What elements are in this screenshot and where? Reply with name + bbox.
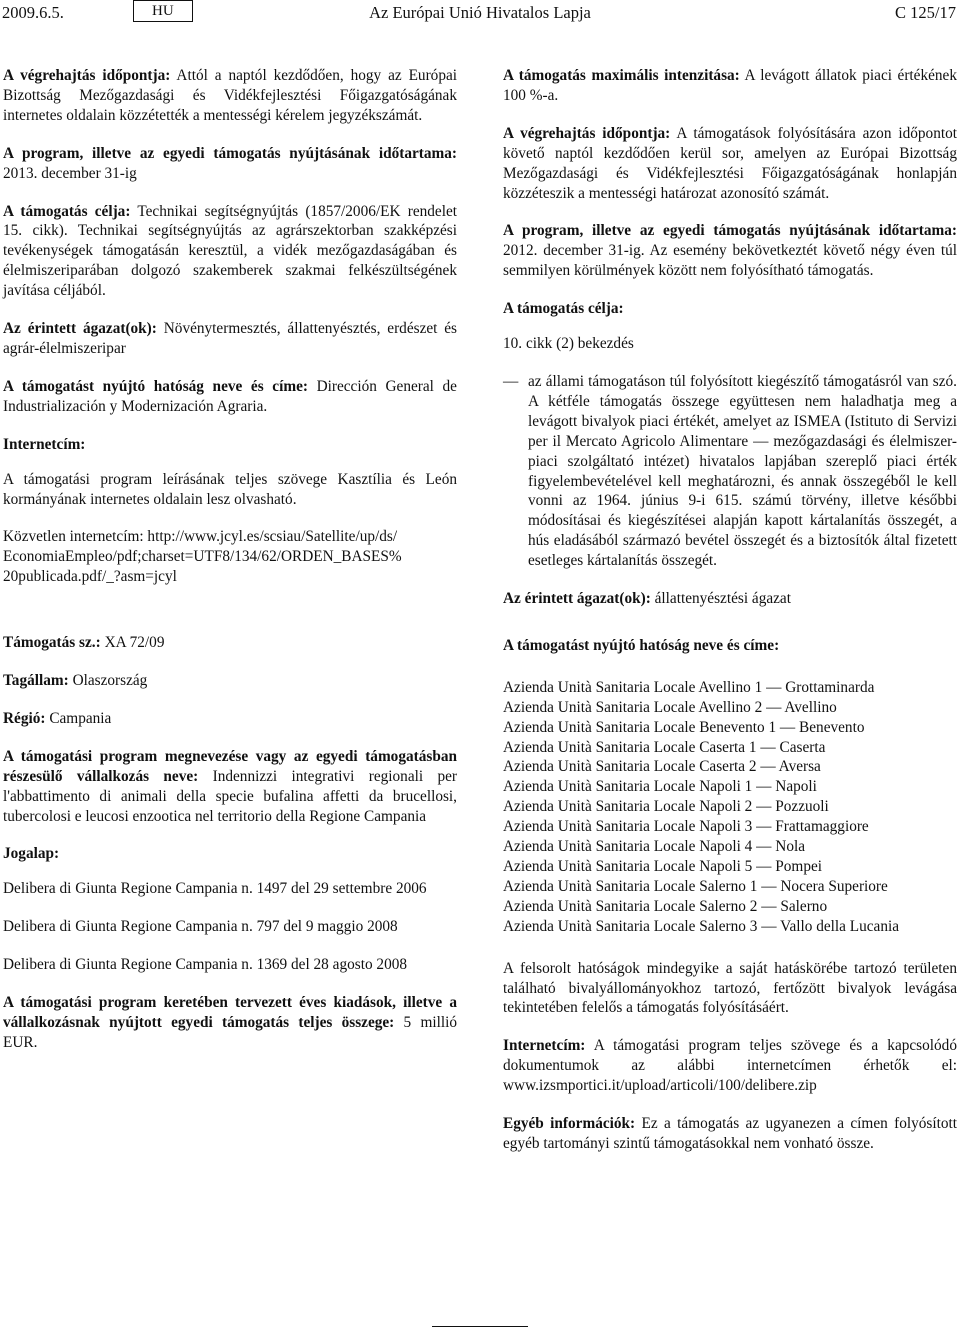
- member-state: Olaszország: [72, 672, 148, 690]
- intensity-text: A levágott állatok piaci értékének 100 %-a.: [503, 67, 957, 104]
- language-badge: HU: [133, 0, 193, 22]
- aim-label-right: A támogatás célja:: [503, 300, 624, 318]
- direct-url-section: [3, 527, 457, 587]
- authority-item: Azienda Unità Sanitaria Locale Salerno 2 — Salerno: [503, 897, 828, 915]
- web-section-right: [503, 1036, 957, 1096]
- duration-label: A program, illetve az egyedi támogatás nyújtásának időtartama:: [3, 144, 457, 162]
- footer-rule: [432, 1326, 528, 1327]
- right-column: [503, 66, 957, 1172]
- aim-item-text: az állami támogatáson túl folyósított kiegészítő támogatásról van szó. A kétféle támogatás összege együttesen nem haladhatja meg a levágott bivalyok piaci értékét, amelyet az ISMEA (Istituto di Servizi per il Mercato Agricolo Alimentare — mezőgazdasági és élelmiszer-piaci szolgáltató intézet) hivatalos lapjában szereplő piaci érték figyelembevételével kell meghatározni, és annak összegéből le kell vonni az 1964. június 9-i 615. számú törvény, illetve későbbi módosításai és kiegészítései alapján kapott kártalanítás összegét, a hús eladásából származó bevétel összegét és a biztosítók által fizetett esetleges kártalanítás összegét.: [528, 372, 957, 570]
- authority-item: Azienda Unità Sanitaria Locale Napoli 5 — Pompei: [503, 858, 823, 875]
- duration-text-right: 2012. december 31-ig. Az esemény bekövetkeztét követő négy éven túl semmilyen körülmények között nem folyósítható támogatás.: [503, 242, 957, 280]
- aim-text: Technikai segítségnyújtás (1857/2006/EK rendelet 15. cikk). Technikai segítségnyújtás az agrárszektorban szakképzési tevékenységek támogatásán keresztül, a vidék mezőgazdaságában és élelmiszeriparában dolgozó szakemberek szakmai felkészültségének javítása céljából.: [3, 202, 457, 300]
- left-column: [3, 66, 457, 1071]
- page-header: [0, 0, 960, 30]
- member-state-label: Tagállam:: [3, 672, 69, 690]
- legal-basis-2: Delibera di Giunta Regione Campania n. 797 del 9 maggio 2008: [3, 918, 398, 936]
- direct-url-line1[interactable]: Közvetlen internetcím: http://www.jcyl.es/scsiau/Satellite/up/ds/: [3, 528, 398, 546]
- member-state-section: [3, 671, 457, 691]
- aim-label: A támogatás célja:: [3, 202, 131, 220]
- authority-item: Azienda Unità Sanitaria Locale Salerno 3 — Vallo della Lucania: [503, 917, 900, 935]
- sectors-text-right: állattenyésztési ágazat: [654, 590, 791, 608]
- legal-basis-3: Delibera di Giunta Regione Campania n. 1369 del 28 agosto 2008: [3, 956, 408, 974]
- sectors-label: Az érintett ágazat(ok):: [3, 320, 157, 338]
- authority-text: Dirección General de Industrialización y Modernización Agraria.: [3, 377, 457, 415]
- authority-section: [3, 377, 457, 417]
- aim-reference: 10. cikk (2) bekezdés: [503, 335, 634, 353]
- impl-date-section: [3, 66, 457, 126]
- authority-item: Azienda Unità Sanitaria Locale Caserta 1 — Caserta: [503, 738, 826, 756]
- other-info-label: Egyéb információk:: [503, 1115, 636, 1133]
- authority-item: Azienda Unità Sanitaria Locale Benevento 1 — Benevento: [503, 718, 865, 736]
- sectors-section: [3, 319, 457, 359]
- journal-title: Az Európai Unió Hivatalos Lapja: [369, 3, 591, 22]
- web-text-right: A támogatási program teljes szövege és a kapcsolódó dokumentumok az alábbi internetcímen érhetők el: www.izsmportici.it/upload/articoli/100/delibere.zip: [503, 1037, 957, 1095]
- web-text: A támogatási program leírásának teljes szövege Kasztília és León kormányának internetes oldalain lesz olvasható.: [3, 470, 457, 508]
- legal-basis-1: Delibera di Giunta Regione Campania n. 1497 del 29 settembre 2006: [3, 880, 427, 898]
- legal-basis-label: Jogalap:: [3, 845, 60, 863]
- publication-date: 2009.6.5.: [2, 3, 64, 22]
- impl-date-label: A végrehajtás időpontja:: [3, 67, 171, 84]
- other-info-section: [503, 1114, 957, 1154]
- aim-list-item: [503, 372, 957, 571]
- direct-url-line3[interactable]: 20publicada.pdf/_?asm=jcyl: [3, 568, 177, 586]
- web-label-right: Internetcím:: [503, 1037, 586, 1055]
- budget-text: 5 millió EUR.: [3, 1014, 457, 1051]
- authorities-list: [503, 678, 957, 937]
- direct-url-line2[interactable]: EconomiaEmpleo/pdf;charset=UTF8/134/62/ORDEN_BASES%: [3, 548, 402, 566]
- impl-date-label-right: A végrehajtás időpontja:: [503, 124, 671, 142]
- duration-label-right: A program, illetve az egyedi támogatás nyújtásának időtartama:: [503, 222, 957, 240]
- budget-label: A támogatási program keretében tervezett éves kiadások, illetve a vállalkozásnak nyújtott egyedi támogatás teljes összege:: [3, 994, 457, 1031]
- region-label: Régió:: [3, 709, 46, 727]
- scheme-label: A támogatási program megnevezése vagy az egyedi támogatásban részesülő vállalkozás neve:: [3, 747, 457, 785]
- impl-date-text-right: A támogatások folyósítására azon időpontot követő naptól kezdődően kerül sor, amelyen az Európai Bizottság Mezőgazdasági és Vidékfejlesztési Főigazgatóságának honlapján közzéteszik a mentességi határozat azonosító számát.: [503, 124, 957, 202]
- authority-label-right: A támogatást nyújtó hatóság neve és címe:: [503, 636, 780, 654]
- authority-item: Azienda Unità Sanitaria Locale Napoli 4 — Nola: [503, 838, 806, 856]
- duration-text: 2013. december 31-ig: [3, 164, 137, 182]
- web-label: Internetcím:: [3, 435, 86, 453]
- sectors-text: Növénytermesztés, állattenyésztés, erdészet és agrár-élelmiszeripar: [3, 320, 457, 357]
- authority-item: Azienda Unità Sanitaria Locale Avellino 1 — Grottaminarda: [503, 678, 875, 696]
- authority-item: Azienda Unità Sanitaria Locale Avellino 2 — Avellino: [503, 698, 837, 716]
- scheme-section: [3, 747, 457, 827]
- region-section: [3, 709, 457, 729]
- scheme-text: Indennizzi integrativi regionali per l'abbattimento di animali della specie bufalina affetti da brucellosi, tubercolosi e leucosi enzootica nel territorio della Regione Campania: [3, 767, 457, 825]
- intensity-label: A támogatás maximális intenzitása:: [503, 67, 740, 84]
- impl-date-section-right: [503, 124, 957, 204]
- authorities-note: A felsorolt hatóságok mindegyike a saját hatáskörébe tartozó területen található bivalyállományokhoz tartozó, fertőzött bivalyok levágása tekintetében felelős a támogatás folyósításáért.: [503, 959, 957, 1017]
- authority-item: Azienda Unità Sanitaria Locale Napoli 3 — Frattamaggiore: [503, 818, 869, 836]
- intensity-section: [503, 66, 957, 106]
- authority-item: Azienda Unità Sanitaria Locale Napoli 2 — Pozzuoli: [503, 798, 829, 816]
- sectors-section-right: [503, 589, 957, 609]
- authority-item: Azienda Unità Sanitaria Locale Napoli 1 — Napoli: [503, 778, 817, 796]
- aid-number-section: [3, 633, 457, 653]
- aid-number-label: Támogatás sz.:: [3, 634, 101, 652]
- sectors-label-right: Az érintett ágazat(ok):: [503, 590, 651, 608]
- dash-bullet: —: [503, 372, 519, 390]
- region: Campania: [49, 709, 112, 727]
- authority-item: Azienda Unità Sanitaria Locale Salerno 1 — Nocera Superiore: [503, 877, 888, 895]
- duration-section-right: [503, 221, 957, 281]
- duration-section: [3, 144, 457, 184]
- authority-item: Azienda Unità Sanitaria Locale Caserta 2 — Aversa: [503, 758, 821, 776]
- impl-date-text: Attól a naptól kezdődően, hogy az Európai Bizottság Mezőgazdasági és Vidékfejlesztési Főigazgatóságának internetes oldalain közzétették a mentességi kérelem jegyzékszámát.: [3, 67, 458, 124]
- authority-label: A támogatást nyújtó hatóság neve és címe:: [3, 377, 308, 395]
- budget-section: [3, 993, 457, 1053]
- aid-number: XA 72/09: [104, 634, 165, 652]
- other-info-text: Ez a támogatás az ugyanezen a címen folyósított egyéb tartományi szintű támogatásokkal nem vonható össze.: [503, 1115, 958, 1152]
- aim-section: [3, 202, 457, 302]
- page-number: C 125/17: [895, 3, 956, 22]
